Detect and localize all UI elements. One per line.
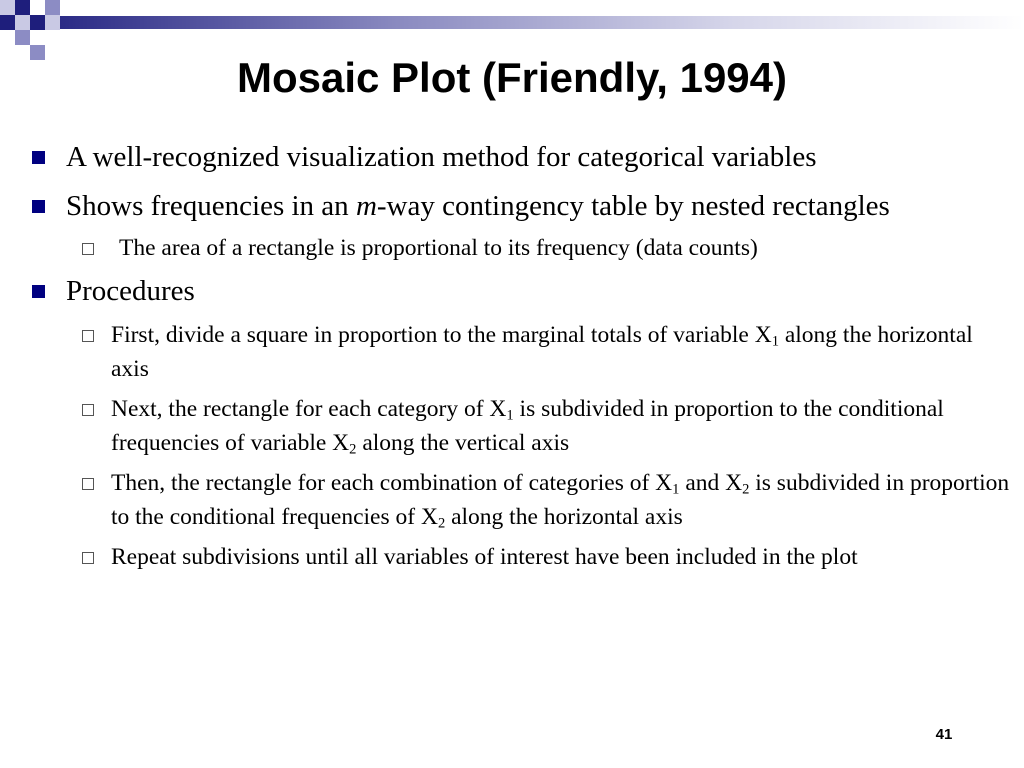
sub-bullet-item [30,392,1014,460]
sub-bullet-item [30,540,1014,574]
bullet-item [30,186,1014,227]
sub-bullet-text: along the horizontal axis [111,322,973,382]
bullet-text: A well-recognized visualization method for categorical variables [66,141,817,173]
square-bullet-icon [32,285,45,298]
sub-bullet-text: First, divide a square in proportion to the marginal totals of variable X [111,322,772,348]
sub-bullet-item [30,231,1014,265]
subscript: 1 [672,481,680,498]
header-decoration [0,0,1024,60]
sub-bullet-item [30,466,1014,534]
sub-bullet-text: is subdivided in proportion to the conditional frequencies of variable X [111,396,944,456]
subscript: 2 [437,515,446,532]
subscript: 2 [349,441,357,458]
bullet-item [30,137,1014,178]
subscript: 1 [506,407,514,424]
sub-bullet-text: along the vertical axis [356,430,570,456]
hollow-square-bullet-icon [82,478,94,490]
hollow-square-bullet-icon [82,330,94,342]
page-number: 41 [935,726,953,743]
sub-bullet-text: Repeat subdivisions until all variables of interest have been included in the plot [111,544,858,570]
sub-bullet-text: The area of a rectangle is proportional to its frequency (data counts) [119,235,758,261]
hollow-square-bullet-icon [82,552,94,564]
sub-bullet-text: Next, the rectangle for each category of X [111,396,507,422]
subscript: 2 [742,481,750,498]
slide-content [30,137,1014,580]
bullet-item [30,271,1014,312]
square-bullet-icon [32,151,45,164]
header-gradient-band [60,16,1024,29]
sub-bullet-text: and X [679,470,743,496]
hollow-square-bullet-icon [82,404,94,416]
bullet-text-post: -way contingency table by nested rectangles [376,190,890,222]
checker-squares [0,0,60,60]
sub-bullet-text: is subdivided in proportion to the conditional frequencies of X [111,470,1010,530]
bullet-text-em: m [355,190,377,222]
sub-bullet-item [30,318,1014,386]
bullet-text-pre: Shows frequencies in an [66,190,356,222]
hollow-square-bullet-icon [82,243,94,255]
slide-title: Mosaic Plot (Friendly, 1994) [236,54,788,101]
sub-bullet-text: along the horizontal axis [445,504,683,530]
sub-bullet-text: Then, the rectangle for each combination of categories of X [111,470,673,496]
square-bullet-icon [32,200,45,213]
subscript: 1 [771,333,779,350]
bullet-text: Procedures [66,275,195,307]
